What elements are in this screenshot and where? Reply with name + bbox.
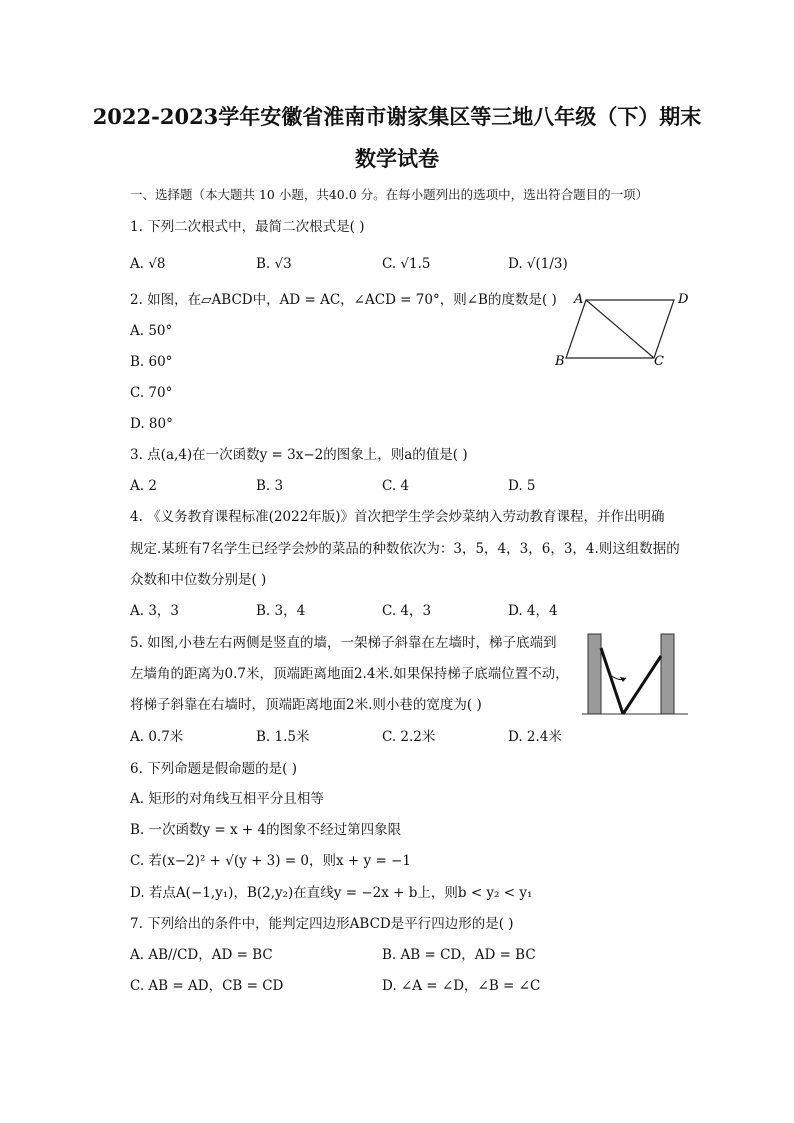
ladder-left-position <box>601 648 623 714</box>
q5-option-a: A. 0.7米 <box>130 729 184 745</box>
question-1-stem: 1. 下列二次根式中，最简二次根式是( ) <box>130 219 365 235</box>
q1-option-d: D. √(1/3) <box>508 256 568 272</box>
label-c: C <box>654 354 664 369</box>
q4-option-d: D. 4，4 <box>508 603 558 619</box>
question-4-stem-line1: 4. 《义务教育课程标准(2022年版)》首次把学生学会炒菜纳入劳动教育课程，并作出明确 <box>130 509 665 525</box>
q6-option-d: D. 若点A(−1,y₁)，B(2,y₂)在直线y = −2x + b上，则b < y₂ < y₁ <box>130 885 533 901</box>
question-4-stem-line2: 规定.某班有7名学生已经学会炒的菜品的种数依次为：3，5，4，3，6，3，4.则这组数据的 <box>130 541 680 557</box>
question-5-stem-line1: 5. 如图,小巷左右两侧是竖直的墙，一架梯子斜靠在左墙时，梯子底端到 <box>130 635 557 651</box>
q4-option-c: C. 4，3 <box>382 603 432 619</box>
ladder-right-position <box>623 656 661 714</box>
exam-title-line1: 2022-2023学年安徽省淮南市谢家集区等三地八年级（下）期末 <box>92 104 702 129</box>
q3-option-b: B. 3 <box>256 478 284 494</box>
question-7-stem: 7. 下列给出的条件中，能判定四边形ABCD是平行四边形的是( ) <box>130 916 514 932</box>
label-a: A <box>574 292 584 307</box>
section-heading: 一、选择题（本大题共 10 小题，共40.0 分。在每小题列出的选项中，选出符合题目的一项） <box>130 187 649 202</box>
question-2-stem: 2. 如图，在▱ABCD中，AD = AC，∠ACD = 70°，则∠B的度数是( ) <box>130 292 557 308</box>
right-wall <box>661 634 674 714</box>
q6-option-a: A. 矩形的对角线互相平分且相等 <box>130 791 324 807</box>
label-b: B <box>555 354 565 369</box>
q2-option-c: C. 70° <box>130 385 173 401</box>
question-4-stem-line3: 众数和中位数分别是( ) <box>130 572 267 588</box>
q7-option-d: D. ∠A = ∠D，∠B = ∠C <box>382 978 541 994</box>
exam-title-line2: 数学试卷 <box>355 146 439 171</box>
q2-option-d: D. 80° <box>130 416 173 432</box>
question-5-stem-line3: 将梯子斜靠在右墙时，顶端距离地面2米.则小巷的宽度为( ) <box>130 697 482 713</box>
q5-option-d: D. 2.4米 <box>508 729 562 745</box>
diagonal-ac <box>586 300 654 358</box>
question-6-stem: 6. 下列命题是假命题的是( ) <box>130 761 297 777</box>
q4-option-b: B. 3，4 <box>256 603 306 619</box>
question-5-stem-line2: 左墙角的距离为0.7米，顶端距离地面2.4米.如果保持梯子底端位置不动， <box>130 666 569 682</box>
q7-option-b: B. AB = CD，AD = BC <box>382 947 536 963</box>
q7-option-a: A. AB//CD，AD = BC <box>130 947 273 963</box>
parallelogram-figure <box>552 288 702 370</box>
q5-option-c: C. 2.2米 <box>382 729 436 745</box>
left-wall <box>588 634 601 714</box>
question-3-stem: 3. 点(a,4)在一次函数y = 3x−2的图象上，则a的值是( ) <box>130 447 468 463</box>
ladder-alley-figure <box>580 630 692 720</box>
q1-option-a: A. √8 <box>130 256 166 272</box>
q6-option-c: C. 若(x−2)² + √(y + 3) = 0，则x + y = −1 <box>130 853 411 869</box>
q5-option-b: B. 1.5米 <box>256 729 310 745</box>
q3-option-c: C. 4 <box>382 478 410 494</box>
q3-option-a: A. 2 <box>130 478 157 494</box>
q1-option-b: B. √3 <box>256 256 292 272</box>
q2-option-a: A. 50° <box>130 323 173 339</box>
label-d: D <box>678 292 689 307</box>
q2-option-b: B. 60° <box>130 354 173 370</box>
q4-option-a: A. 3，3 <box>130 603 180 619</box>
q1-option-c: C. √1.5 <box>382 256 431 272</box>
q3-option-d: D. 5 <box>508 478 536 494</box>
q7-option-c: C. AB = AD，CB = CD <box>130 978 284 994</box>
q6-option-b: B. 一次函数y = x + 4的图象不经过第四象限 <box>130 822 402 838</box>
